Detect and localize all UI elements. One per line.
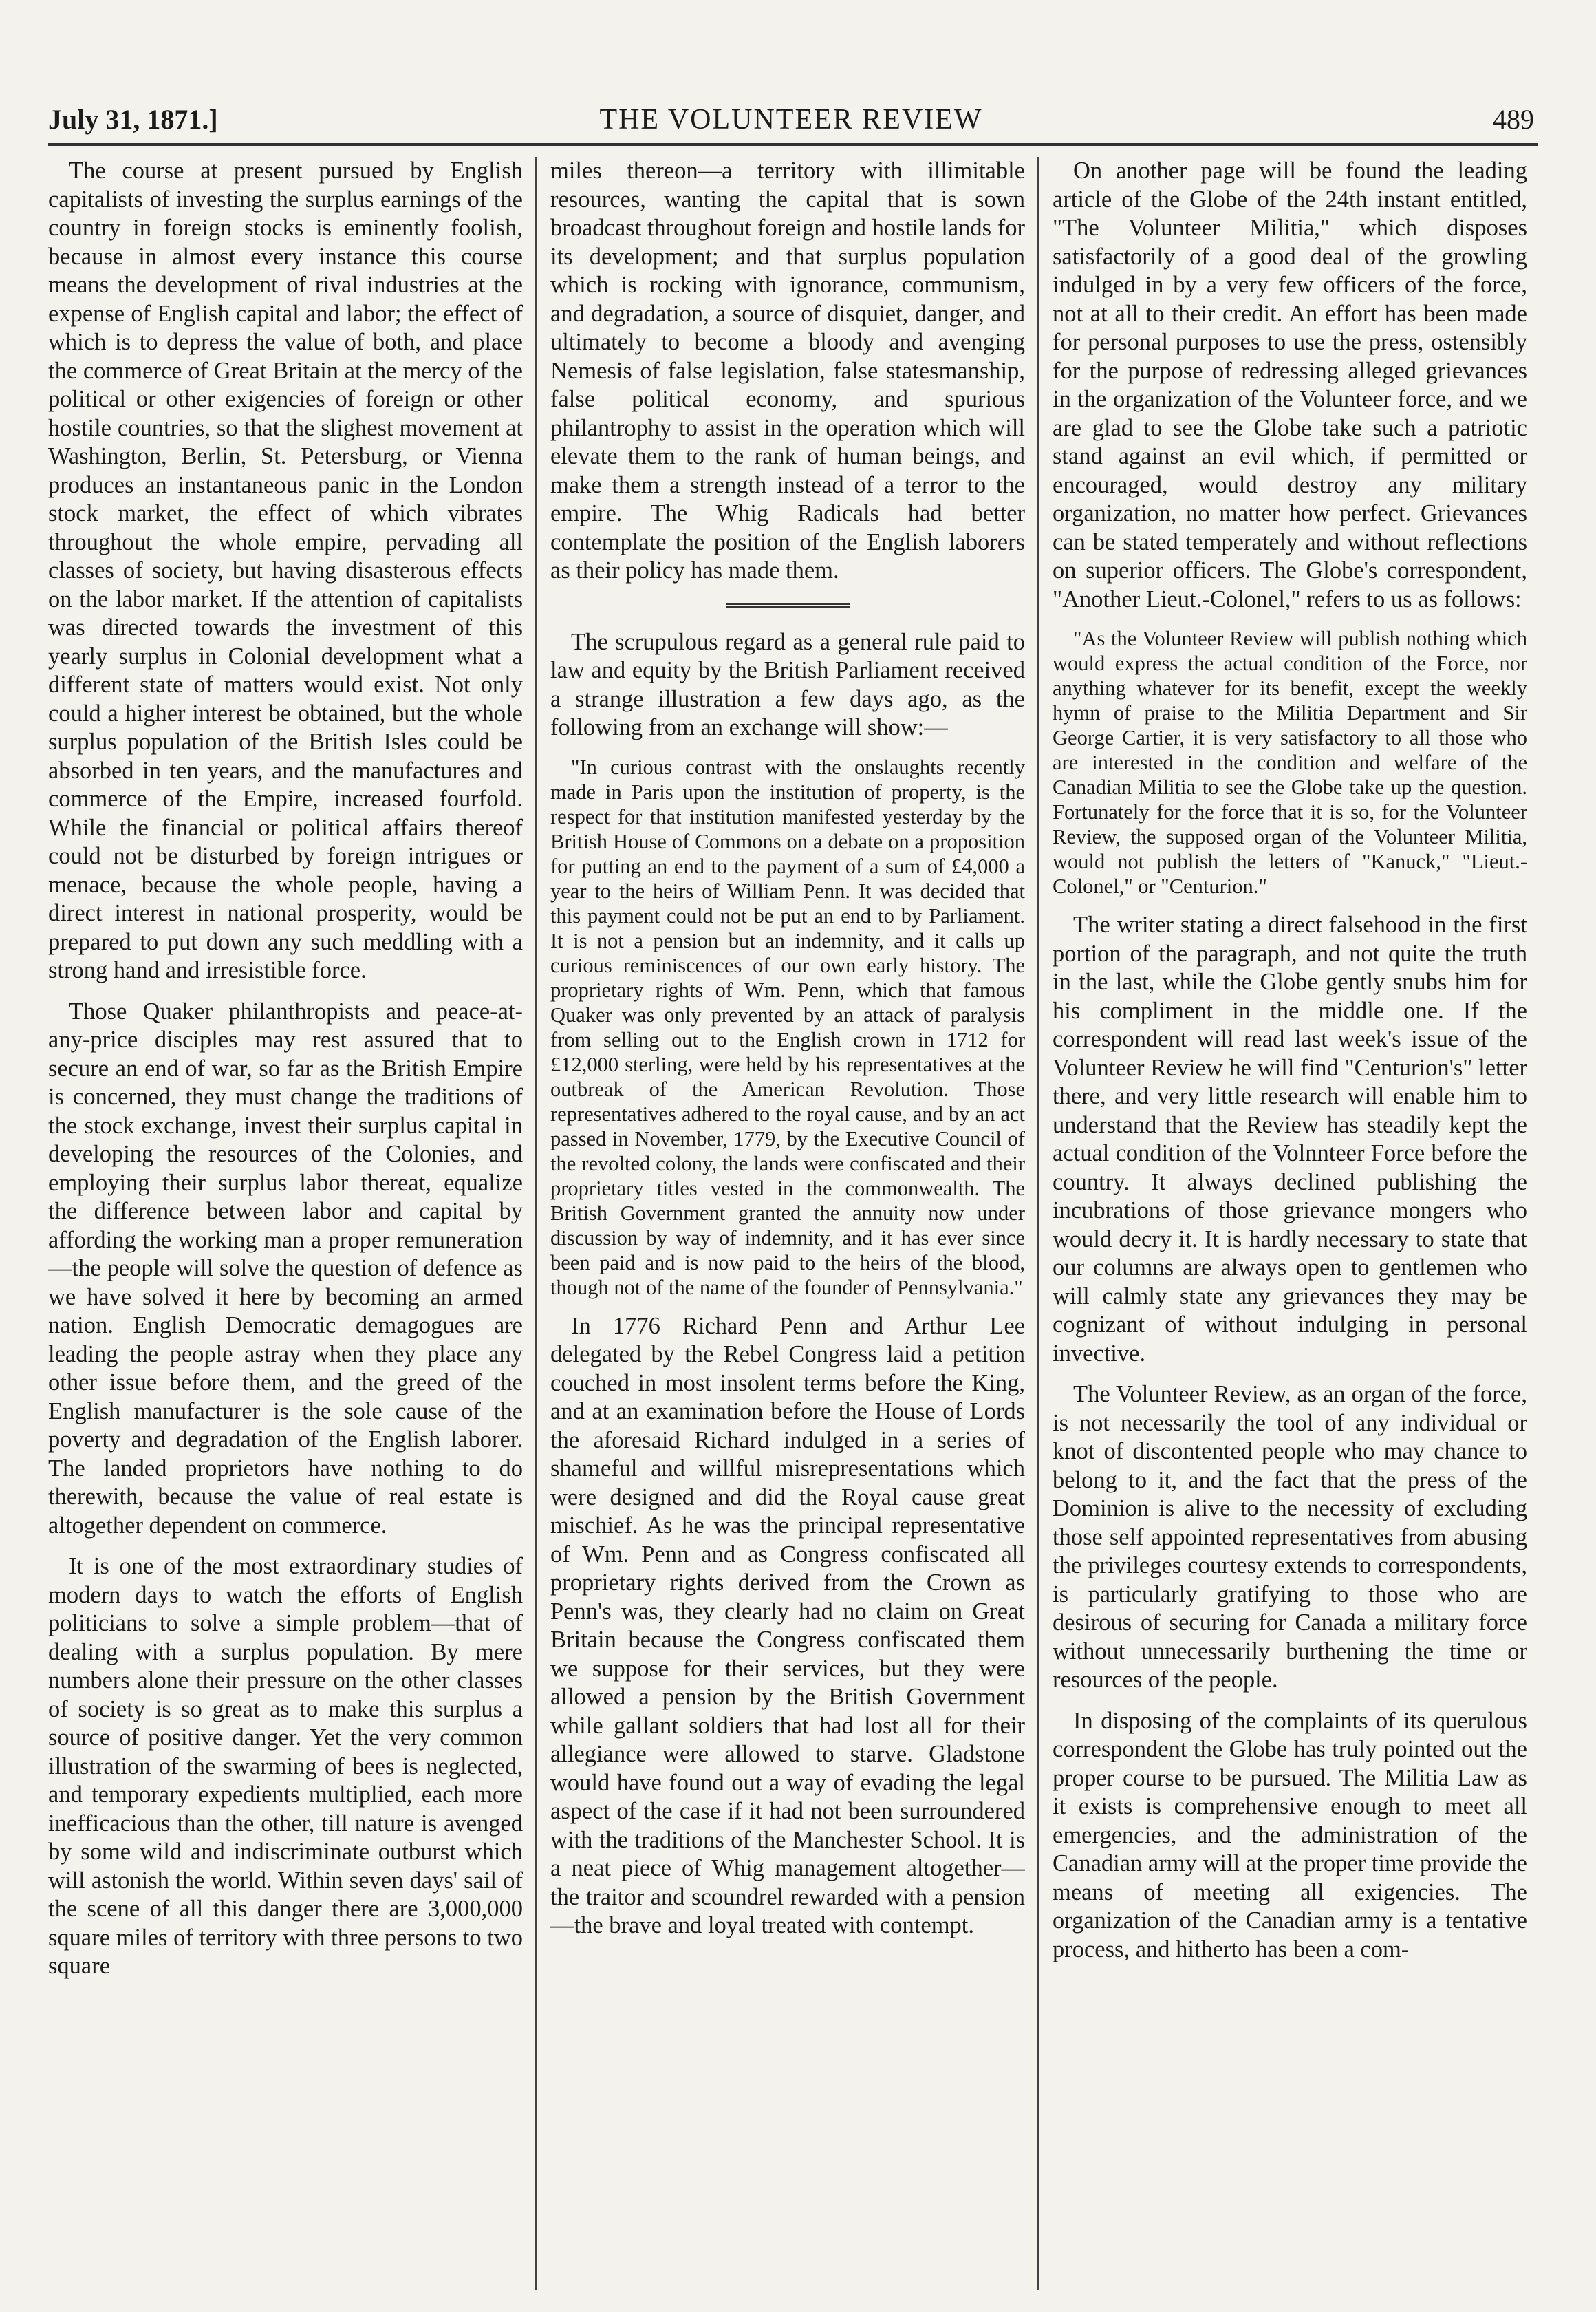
paragraph: Those Quaker philanthropists and peace-at-any-price disciples may rest assured that to secure an end of war, so far as the British Empire is concerned, they must change the traditions of the stock exchange, invest their surplus capital in developing the resources of the Colonies, and employing their surplus labor thereat, equalize the difference between labor and capital by affording the working man a proper remuneration—the people will solve the question of defence as we have solved it here by becoming an armed nation. English Democratic demagogues are leading the people astray when they place any other issue before them, and the greed of the English manufacturer is the sole cause of the poverty and degradation of the English laborer. The landed proprietors have nothing to do therewith, because the value of real estate is altogether dependent on commerce. xyxy=(48,998,523,1539)
column-middle xyxy=(550,157,1025,2293)
paragraph: The scrupulous regard as a general rule paid to law and equity by the British Parliament received a strange illustration a few days ago, as the following from an exchange will show:— xyxy=(550,628,1025,740)
quoted-paragraph: "In curious contrast with the onslaughts recently made in Paris upon the institution of property, is the respect for that institution manifested yesterday by the British House of Commons on a debate on a proposition for putting an end to the payment of a sum of £4,000 a year to the heirs of William Penn. It was decided that this payment could not be put an end to by Parliament. It is not a pension but an indemnity, and it calls up curious reminiscences of our own early history. The proprietary rights of Wm. Penn, which that famous Quaker was only prevented by an attack of paralysis from selling out to the English crown in 1712 for £12,000 sterling, were held by his representatives at the outbreak of the American Revolution. Those representatives adhered to the royal cause, and by an act passed in November, 1779, by the Executive Council of the revolted colony, the lands were confiscated and their proprietary titles vested in the commonwealth. The British Government granted the annuity now under discussion by way of indemnity, and it has ever since been paid and is now paid to the heirs of the blood, though not of the name of the founder of Pennsylvania." xyxy=(550,755,1025,1299)
publication-title: THE VOLUNTEER REVIEW xyxy=(599,104,983,136)
page-header xyxy=(48,103,1534,144)
paragraph: It is one of the most extraordinary studies of modern days to watch the efforts of English politicians to solve a simple problem—that of dealing with a surplus population. By mere numbers alone their pressure on the other classes of society is so great as to make this surplus a source of positive danger. Yet the very common illustration of the swarming of bees is neglected, and temporary expedients multiplied, each more inefficacious than the other, till nature is avenged by some wild and indiscriminate outburst which will astonish the world. Within seven days' sail of the scene of all this danger there are 3,000,000 square miles of territory with three persons to two square xyxy=(48,1553,523,1979)
issue-date: July 31, 1871.] xyxy=(48,104,218,135)
column-divider xyxy=(535,157,537,2290)
column-right xyxy=(1053,157,1527,2293)
paragraph: miles thereon—a territory with illimitable resources, wanting the capital that is sown broadcast throughout foreign and hostile lands for its development; and that surplus population which is rocking with ignorance, communism, and degradation, a source of disquiet, danger, and ultimately to become a bloody and avenging Nemesis of false legislation, false statesmanship, false political economy, and spurious philantrophy to assist in the operation which will elevate them to the rank of human beings, and make them a strength instead of a terror to the empire. The Whig Radicals had better contemplate the position of the English laborers as their policy has made them. xyxy=(550,158,1025,584)
paragraph: The Volunteer Review, as an organ of the force, is not necessarily the tool of any individual or knot of discontented people who may chance to belong to it, and the fact that the press of the Dominion is alive to the necessity of excluding those self appointed representatives from abusing the privileges courtesy extends to correspondents, is particularly gratifying to those who are desirous of securing for Canada a military force without unnecessarily burthening the time or resources of the people. xyxy=(1053,1381,1527,1693)
paragraph: On another page will be found the leading article of the Globe of the 24th instant entitled, "The Volunteer Militia," which disposes satisfactorily of a good deal of the growling indulged in by a very few officers of the force, not at all to their credit. An effort has been made for personal purposes to use the press, ostensibly for the purpose of redressing alleged grievances in the organization of the Volunteer force, and we are glad to see the Globe take such a patriotic stand against an evil which, if permitted or encouraged, would destroy any military organization, no matter how perfect. Grievances can be stated temperately and without reflections on superior officers. The Globe's correspondent, "Another Lieut.-Colonel," refers to us as follows: xyxy=(1053,158,1527,612)
quoted-paragraph: "As the Volunteer Review will publish nothing which would express the actual condition of the Force, nor anything whatever for its benefit, except the weekly hymn of praise to the Militia Department and Sir George Cartier, it is very satisfactory to all those who are interested in the condition and welfare of the Canadian Militia to see the Globe take up the question. Fortunately for the force that it is so, for the Volunteer Review, the supposed organ of the Volunteer Militia, would not publish the letters of "Kanuck," "Lieut.-Colonel," or "Centurion." xyxy=(1053,627,1527,898)
paragraph: The writer stating a direct falsehood in the first portion of the paragraph, and not quite the truth in the last, while the Globe gently snubs him for his compliment in the middle one. If the correspondent will read last week's issue of the Volunteer Review he will find "Centurion's" letter there, and very little research will enable him to understand that the Review has steadily kept the actual condition of the Volnnteer Force before the country. It always declined publishing the incubrations of those grievance mongers who would decry it. It is hardly necessary to state that our columns are always open to gentlemen who will calmly state any grievances they may be cognizant of without indulging in personal invective. xyxy=(1053,912,1527,1367)
column-left xyxy=(48,157,523,2293)
column-divider xyxy=(1037,157,1039,2290)
header-rule xyxy=(48,143,1538,146)
page-number: 489 xyxy=(1493,104,1534,135)
paragraph: In disposing of the complaints of its querulous correspondent the Globe has truly pointed out the proper course to be pursued. The Militia Law as it exists is comprehensive enough to meet all emergencies, and the administration of the Canadian army will at the proper time provide the means of meeting all exigencies. The organization of the Canadian army is a tentative process, and hitherto has been a com- xyxy=(1053,1707,1527,1962)
section-separator xyxy=(726,603,850,608)
paragraph: The course at present pursued by English capitalists of investing the surplus earnings of the country in foreign stocks is eminently foolish, because in almost every instance this course means the development of rival industries at the expense of English capital and labor; the effect of which is to depress the value of both, and place the commerce of Great Britain at the mercy of the political or other exigencies of foreign or other hostile countries, so that the slighest movement at Washington, Berlin, St. Petersburg, or Vienna produces an instantaneous panic in the London stock market, the effect of which vibrates throughout the whole empire, pervading all classes of society, but having disasterous effects on the labor market. If the attention of capitalists was directed towards the investment of this yearly surplus in Colonial development what a different state of matters would exist. Not only could a higher interest be obtained, but the whole surplus population of the British Isles could be absorbed in ten years, and the manufactures and commerce of the Empire, increased fourfold. While the financial or political affairs thereof could not be disturbed by foreign intrigues or menace, because the whole people, having a direct interest in national prosperity, would be prepared to put down any such meddling with a strong hand and irresistible force. xyxy=(48,158,523,983)
paragraph: In 1776 Richard Penn and Arthur Lee delegated by the Rebel Congress laid a petition couched in most insolent terms before the King, and at an examination before the House of Lords the aforesaid Richard indulged in a series of shameful and willful misrepresentations which were designed and did the Royal cause great mischief. As he was the principal representative of Wm. Penn and as Congress confiscated all proprietary rights derived from the Crown as Penn's was, they clearly had no claim on Great Britain because the Congress confiscated them we suppose for their services, but they were allowed a pension by the British Government while gallant soldiers that had lost all for their allegiance were allowed to starve. Gladstone would have found out a way of evading the legal aspect of the case if it had not been surroundered with the traditions of the Manchester School. It is a neat piece of Whig management altogether—the traitor and scoundrel rewarded with a pension—the brave and loyal treated with contempt. xyxy=(550,1312,1025,1938)
